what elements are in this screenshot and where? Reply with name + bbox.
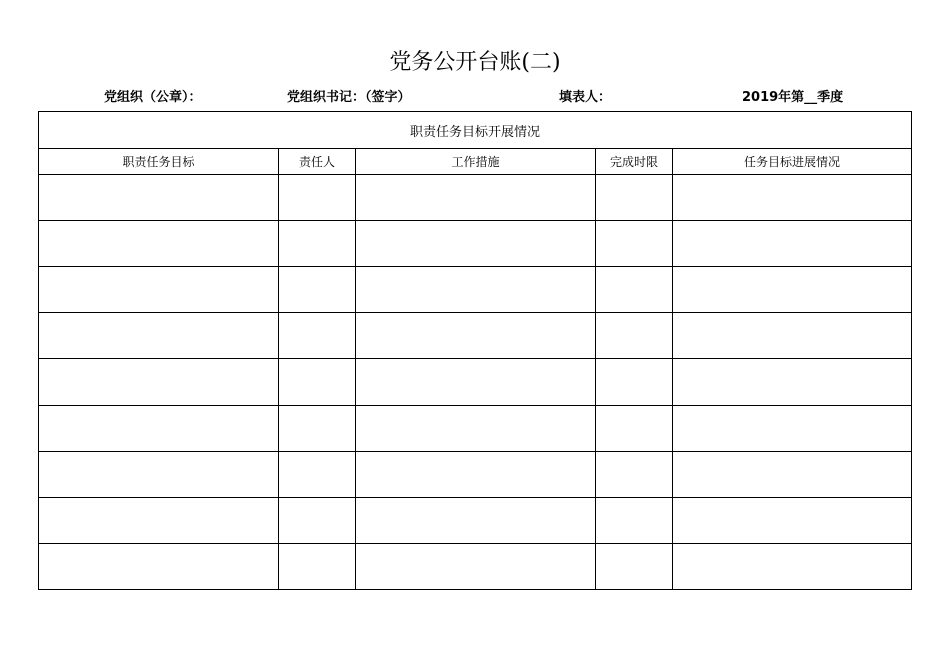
table-cell[interactable] [279, 451, 356, 497]
table-cell[interactable] [39, 497, 279, 543]
table-cell[interactable] [596, 267, 673, 313]
table-cell[interactable] [673, 359, 912, 405]
table-cell[interactable] [673, 313, 912, 359]
table-cell[interactable] [279, 221, 356, 267]
table-cell[interactable] [279, 405, 356, 451]
table-cell[interactable] [39, 313, 279, 359]
table-row [39, 221, 912, 267]
column-header-work-measures: 工作措施 [356, 149, 596, 175]
table-cell[interactable] [596, 221, 673, 267]
table-cell[interactable] [279, 543, 356, 589]
table-cell[interactable] [39, 267, 279, 313]
column-header-deadline: 完成时限 [596, 149, 673, 175]
table-cell[interactable] [356, 451, 596, 497]
table-cell[interactable] [596, 175, 673, 221]
table-row [39, 405, 912, 451]
table-row [39, 451, 912, 497]
column-header-duty-goal: 职责任务目标 [39, 149, 279, 175]
table-cell[interactable] [596, 497, 673, 543]
column-header-progress: 任务目标进展情况 [673, 149, 912, 175]
table-row [39, 313, 912, 359]
table-cell[interactable] [673, 543, 912, 589]
table-cell[interactable] [356, 497, 596, 543]
table-cell[interactable] [596, 313, 673, 359]
table-cell[interactable] [279, 313, 356, 359]
table-cell[interactable] [673, 451, 912, 497]
table-cell[interactable] [39, 405, 279, 451]
document-title: 党务公开台账(二) [389, 50, 561, 75]
party-organization-label: 党组织（公章）： [104, 90, 202, 105]
table-cell[interactable] [39, 359, 279, 405]
table-cell[interactable] [39, 221, 279, 267]
table-cell[interactable] [673, 267, 912, 313]
table-caption: 职责任务目标开展情况 [39, 112, 912, 149]
table-cell[interactable] [356, 267, 596, 313]
table-row [39, 497, 912, 543]
table-cell[interactable] [596, 359, 673, 405]
table-row [39, 267, 912, 313]
quarter-period-label: 2019年第__季度 [742, 90, 844, 105]
table-cell[interactable] [356, 221, 596, 267]
table-header-row [39, 149, 912, 175]
table-cell[interactable] [279, 267, 356, 313]
table-cell[interactable] [279, 359, 356, 405]
table-cell[interactable] [596, 405, 673, 451]
table-cell[interactable] [39, 543, 279, 589]
table-row [39, 175, 912, 221]
table-cell[interactable] [356, 405, 596, 451]
table-cell[interactable] [279, 497, 356, 543]
table-cell[interactable] [673, 221, 912, 267]
table-cell[interactable] [356, 359, 596, 405]
table-cell[interactable] [39, 451, 279, 497]
party-secretary-label: 党组织书记：（签字） [287, 90, 411, 105]
table-cell[interactable] [356, 313, 596, 359]
table-caption-row [39, 112, 912, 149]
column-header-responsible-person: 责任人 [279, 149, 356, 175]
table-row [39, 543, 912, 589]
table-cell[interactable] [673, 497, 912, 543]
table-cell[interactable] [596, 543, 673, 589]
table-cell[interactable] [596, 451, 673, 497]
table-cell[interactable] [673, 405, 912, 451]
form-filler-label: 填表人： [559, 90, 612, 105]
ledger-table [38, 111, 912, 590]
table-cell[interactable] [279, 175, 356, 221]
table-cell[interactable] [356, 543, 596, 589]
table-row [39, 359, 912, 405]
table-cell[interactable] [356, 175, 596, 221]
table-cell[interactable] [39, 175, 279, 221]
table-cell[interactable] [673, 175, 912, 221]
